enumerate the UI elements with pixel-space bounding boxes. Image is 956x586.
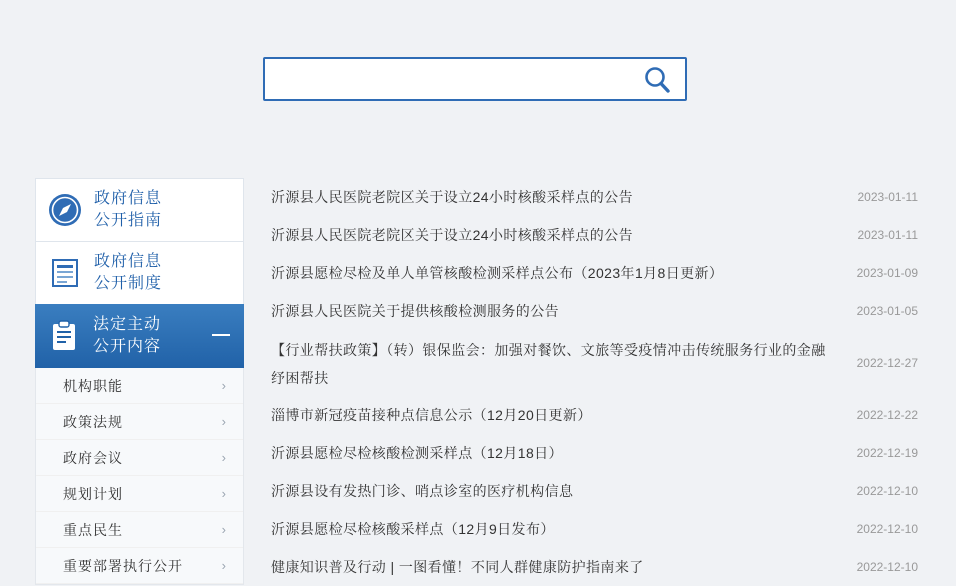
nav-label: 重要部署执行公开 xyxy=(63,557,183,574)
sidebar xyxy=(35,178,244,585)
sidebar-item-guihuajihua[interactable] xyxy=(36,476,243,512)
nav-label: 政策法规 xyxy=(63,413,123,430)
news-date: 2023-01-11 xyxy=(857,190,918,204)
chevron-right-icon: › xyxy=(221,522,227,537)
nav-label: 重点民生 xyxy=(63,521,123,538)
news-date: 2022-12-22 xyxy=(856,408,918,422)
sidebar-item-zhengfuhuiyi[interactable] xyxy=(36,440,243,476)
sidebar-item-label xyxy=(94,188,162,232)
news-title[interactable]: 【行业帮扶政策】（转）银保监会：加强对餐饮、文旅等受疫情冲击传统服务行业的金融纾困帮扶 xyxy=(271,342,826,386)
news-date: 2022-12-10 xyxy=(856,484,918,498)
sidebar-label-line2: 公开内容 xyxy=(93,338,162,355)
list-item[interactable] xyxy=(263,216,920,254)
sidebar-label-line1: 政府信息 xyxy=(94,190,163,207)
nav-label: 规划计划 xyxy=(63,485,123,502)
chevron-right-icon: › xyxy=(221,378,227,393)
news-title[interactable]: 沂源县愿检尽检核酸检测采样点（12月18日） xyxy=(271,445,563,461)
news-title[interactable]: 健康知识普及行动 | 一图看懂！不同人群健康防护指南来了 xyxy=(271,559,644,575)
nav-label: 机构职能 xyxy=(63,377,123,394)
news-title[interactable]: 沂源县设有发热门诊、哨点诊室的医疗机构信息 xyxy=(271,483,574,499)
news-title[interactable]: 沂源县人民医院老院区关于设立24小时核酸采样点的公告 xyxy=(271,227,633,243)
collapse-minus-icon[interactable] xyxy=(212,334,230,336)
sidebar-item-zhongyaobushu[interactable] xyxy=(36,548,243,584)
sidebar-label-line2: 公开制度 xyxy=(94,275,163,292)
list-item[interactable] xyxy=(263,178,920,216)
list-item[interactable] xyxy=(263,548,920,586)
list-item[interactable] xyxy=(263,472,920,510)
list-item[interactable] xyxy=(263,434,920,472)
news-date: 2022-12-10 xyxy=(856,560,918,574)
sidebar-nav-list xyxy=(35,368,244,585)
news-title[interactable]: 沂源县愿检尽检核酸采样点（12月9日发布） xyxy=(271,521,555,537)
chevron-right-icon: › xyxy=(221,450,227,465)
sidebar-item-system[interactable] xyxy=(35,241,244,304)
document-icon xyxy=(36,254,94,292)
sidebar-label-line1: 法定主动 xyxy=(93,316,162,333)
news-title[interactable]: 沂源县愿检尽检及单人单管核酸检测采样点公布（2023年1月8日更新） xyxy=(271,265,724,281)
sidebar-item-legal-disclosure[interactable] xyxy=(35,304,244,368)
compass-icon xyxy=(36,191,94,229)
sidebar-label-line2: 公开指南 xyxy=(94,212,163,229)
sidebar-item-zhongdianminsheng[interactable] xyxy=(36,512,243,548)
search-area xyxy=(263,57,687,101)
sidebar-item-zhengcefagui[interactable] xyxy=(36,404,243,440)
news-title[interactable]: 沂源县人民医院关于提供核酸检测服务的公告 xyxy=(271,303,559,319)
news-date: 2022-12-27 xyxy=(856,356,918,370)
search-icon xyxy=(641,64,673,96)
list-item[interactable] xyxy=(263,292,920,330)
sidebar-item-jigouzhineng[interactable] xyxy=(36,368,243,404)
search-input[interactable] xyxy=(275,59,649,101)
sidebar-item-label xyxy=(94,251,162,295)
sidebar-label-line1: 政府信息 xyxy=(94,253,163,270)
news-date: 2022-12-19 xyxy=(856,446,918,460)
sidebar-item-guide[interactable] xyxy=(35,178,244,241)
clipboard-icon xyxy=(35,317,93,355)
list-item[interactable] xyxy=(263,254,920,292)
news-date: 2023-01-05 xyxy=(856,304,918,318)
news-date: 2022-12-10 xyxy=(856,522,918,536)
chevron-right-icon: › xyxy=(221,558,227,573)
chevron-right-icon: › xyxy=(221,414,227,429)
news-date: 2023-01-09 xyxy=(856,266,918,280)
nav-label: 政府会议 xyxy=(63,449,123,466)
news-date: 2023-01-11 xyxy=(857,228,918,242)
list-item[interactable] xyxy=(263,330,920,396)
list-item[interactable] xyxy=(263,396,920,434)
news-title[interactable]: 沂源县人民医院老院区关于设立24小时核酸采样点的公告 xyxy=(271,189,633,205)
search-button[interactable] xyxy=(641,64,673,96)
sidebar-item-label xyxy=(93,314,161,358)
list-item[interactable] xyxy=(263,510,920,548)
news-title[interactable]: 淄博市新冠疫苗接种点信息公示（12月20日更新） xyxy=(271,407,592,423)
search-box[interactable] xyxy=(263,57,687,101)
news-list xyxy=(263,178,920,586)
chevron-right-icon: › xyxy=(221,486,227,501)
